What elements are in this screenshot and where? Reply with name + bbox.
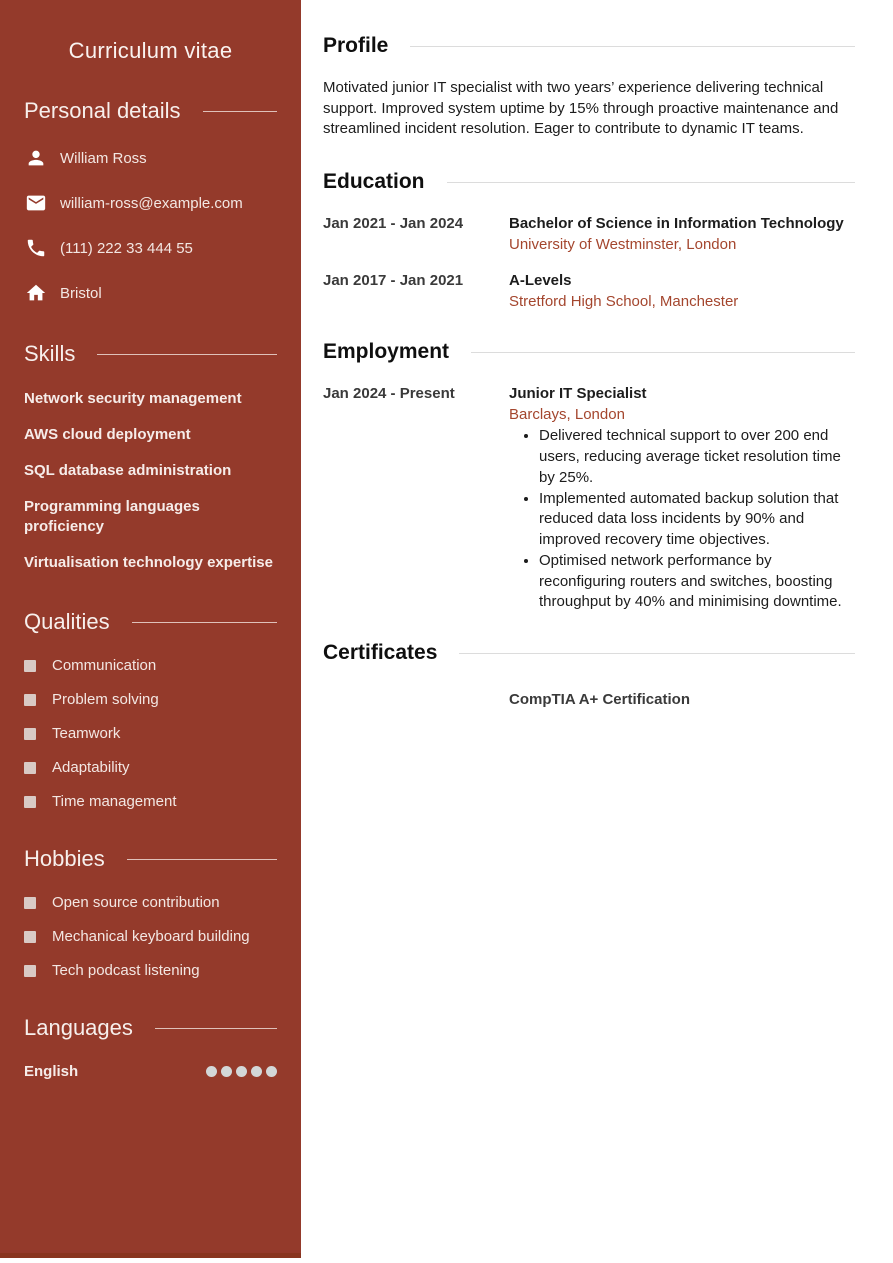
section-personal-details [24, 98, 277, 305]
employment-entry [323, 384, 855, 613]
square-bullet-icon [24, 728, 36, 740]
skill-item: Network security management [24, 390, 242, 407]
contact-item-location [24, 281, 277, 305]
contact-name-text: William Ross [60, 149, 147, 167]
education-title: A-Levels [509, 272, 572, 290]
employment-heading [323, 340, 855, 364]
square-bullet-icon [24, 897, 36, 909]
employment-title: Junior IT Specialist [509, 385, 647, 403]
certificate-entry [323, 685, 855, 708]
employment-bullet: • Optimised network performance by reconfiguring routers and switches, boosting throughput by 40% and minimising downtime. [539, 551, 855, 613]
heading-rule [132, 622, 277, 623]
contact-phone-text: (111) 222 33 444 55 [60, 239, 193, 257]
skills-heading [24, 341, 277, 367]
skill-item: SQL database administration [24, 462, 232, 479]
contact-email-text: william-ross@example.com [60, 194, 243, 212]
square-bullet-icon [24, 694, 36, 706]
section-certificates [323, 641, 855, 708]
personal-details-heading [24, 98, 277, 124]
heading-rule [203, 111, 277, 112]
hobby-label: Mechanical keyboard building [52, 928, 250, 945]
section-employment [323, 340, 855, 613]
quality-item [24, 691, 277, 708]
hobbies-heading-label: Hobbies [24, 846, 105, 871]
section-languages [24, 1015, 277, 1080]
contact-location-text: Bristol [60, 284, 102, 302]
employment-dates: Jan 2024 - Present [323, 385, 455, 403]
quality-item [24, 657, 277, 674]
hobby-item [24, 962, 277, 979]
heading-rule [127, 859, 277, 860]
quality-label: Adaptability [52, 759, 130, 776]
quality-label: Time management [52, 793, 177, 810]
heading-rule [471, 352, 855, 353]
skill-item: Programming languages proficiency [24, 498, 200, 535]
home-icon [24, 281, 48, 305]
hobby-label: Tech podcast listening [52, 962, 200, 979]
heading-rule [410, 46, 855, 47]
profile-heading-label: Profile [323, 34, 389, 57]
language-dot-icon [266, 1066, 277, 1077]
education-entry [323, 271, 855, 312]
main-content [301, 0, 893, 1263]
sidebar [0, 0, 301, 1258]
profile-heading [323, 34, 855, 58]
heading-rule [447, 182, 855, 183]
employment-employer: Barclays, London [509, 406, 625, 424]
hobby-item [24, 894, 277, 911]
phone-icon [24, 236, 48, 260]
education-dates: Jan 2021 - Jan 2024 [323, 215, 464, 233]
section-profile [323, 34, 855, 140]
quality-item [24, 759, 277, 776]
quality-item [24, 793, 277, 810]
languages-heading [24, 1015, 277, 1041]
heading-rule [155, 1028, 277, 1029]
contact-item-email [24, 191, 277, 215]
square-bullet-icon [24, 762, 36, 774]
square-bullet-icon [24, 796, 36, 808]
language-row [24, 1063, 277, 1080]
qualities-heading [24, 609, 277, 635]
employment-bullet: • Delivered technical support to over 200 end users, reducing average ticket resolution time by 25%. [539, 426, 855, 488]
profile-text: Motivated junior IT specialist with two years’ experience delivering technical support. Improved system uptime by 15% through proactive maintenance and streamlined incident resolution. Eager to contribute to dynamic IT teams. [323, 79, 839, 138]
person-icon [24, 146, 48, 170]
heading-rule [97, 354, 277, 355]
employment-heading-label: Employment [323, 340, 450, 364]
language-dot-icon [251, 1066, 262, 1077]
education-institution: University of Westminster, London [509, 236, 737, 254]
heading-rule [459, 653, 855, 654]
section-education [323, 170, 855, 312]
certificate-dates-spacer [323, 685, 509, 708]
language-level-indicator [206, 1066, 277, 1077]
education-heading-label: Education [323, 170, 425, 194]
square-bullet-icon [24, 931, 36, 943]
skill-item: AWS cloud deployment [24, 426, 191, 443]
cv-title: Curriculum vitae [68, 38, 233, 63]
qualities-heading-label: Qualities [24, 609, 110, 634]
language-dot-icon [206, 1066, 217, 1077]
hobby-label: Open source contribution [52, 894, 220, 911]
section-skills [24, 341, 277, 573]
certificates-heading [323, 641, 855, 665]
quality-label: Communication [52, 657, 157, 674]
quality-label: Problem solving [52, 691, 159, 708]
section-hobbies [24, 846, 277, 979]
square-bullet-icon [24, 660, 36, 672]
education-institution: Stretford High School, Manchester [509, 293, 739, 311]
language-name: English [24, 1063, 79, 1080]
languages-heading-label: Languages [24, 1015, 133, 1040]
quality-label: Teamwork [52, 725, 121, 742]
quality-item [24, 725, 277, 742]
contact-item-phone [24, 236, 277, 260]
employment-bullet: • Implemented automated backup solution that reduced data loss incidents by 90% and improved recovery time objectives. [539, 489, 855, 551]
square-bullet-icon [24, 965, 36, 977]
education-entry [323, 214, 855, 255]
education-dates: Jan 2017 - Jan 2021 [323, 272, 464, 290]
email-icon [24, 191, 48, 215]
section-qualities [24, 609, 277, 810]
personal-details-heading-label: Personal details [24, 98, 181, 123]
contact-item-name [24, 146, 277, 170]
skill-item: Virtualisation technology expertise [24, 554, 273, 571]
language-dot-icon [221, 1066, 232, 1077]
education-heading [323, 170, 855, 194]
certificate-title: CompTIA A+ Certification [509, 691, 690, 709]
employment-bullet-list [509, 426, 855, 613]
hobbies-heading [24, 846, 277, 872]
education-title: Bachelor of Science in Information Technology [509, 215, 844, 233]
language-dot-icon [236, 1066, 247, 1077]
hobby-item [24, 928, 277, 945]
skills-heading-label: Skills [24, 341, 76, 366]
certificates-heading-label: Certificates [323, 641, 438, 665]
